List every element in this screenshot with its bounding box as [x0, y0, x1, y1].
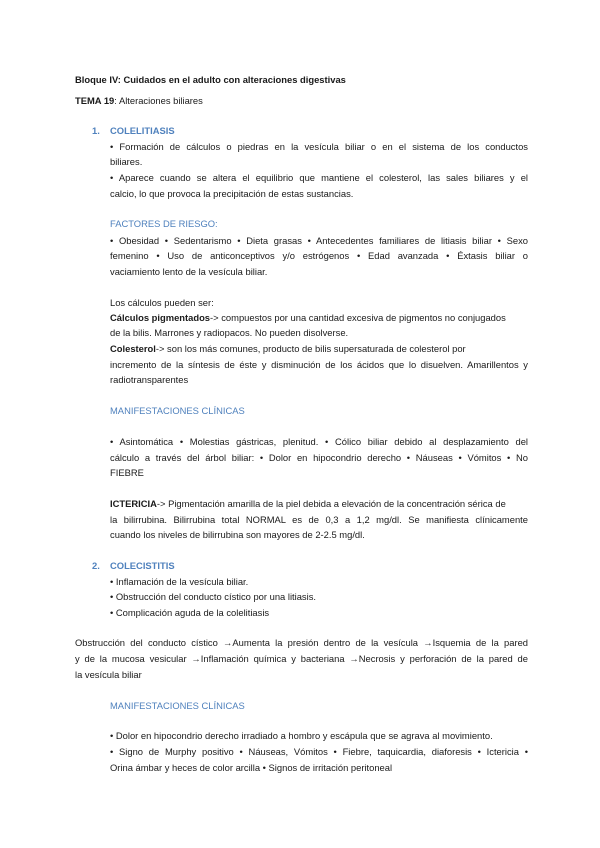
- pigmentados-line-2: de la bilis. Marrones y radiopacos. No pueden disolverse.: [110, 327, 349, 338]
- ictericia-line-3: cuando los niveles de bilirrubina son mayores de 2-2.5 mg/dl.: [110, 529, 365, 540]
- s1-manif-heading: MANIFESTACIONES CLÍNICAS: [110, 405, 245, 416]
- ictericia-line-1: [110, 498, 506, 510]
- s2-manif-line-3: Orina ámbar y heces de color arcilla • Signos de irritación peritoneal: [110, 762, 393, 773]
- s1-manif-line-2: cálculo a través del árbol biliar: • Dolor en hipocondrio derecho • Náuseas • Vómitos • No: [110, 452, 528, 463]
- s2-paragraph-line-1: Obstrucción del conducto cístico →Aumenta la presión dentro de la vesícula →Isquemia de la pared: [75, 637, 528, 648]
- s2-paragraph-line-2: y de la mucosa vesicular →Inflamación química y bacteriana →Necrosis y perforación de la pared de: [75, 653, 528, 664]
- tema-label: TEMA 19: [75, 95, 115, 106]
- tema-rest: : Alteraciones biliares: [114, 95, 203, 106]
- s1-line-1: • Formación de cálculos o piedras en la vesícula biliar o en el sistema de los conductos: [110, 141, 528, 152]
- s2-paragraph-line-3: la vesícula biliar: [75, 669, 142, 680]
- s2-item-2: • Obstrucción del conducto cístico por una litiasis.: [110, 591, 316, 602]
- factores-line-1: • Obesidad • Sedentarismo • Dieta grasas • Antecedentes familiares de litiasis biliar • Sexo: [110, 235, 528, 246]
- factores-heading: FACTORES DE RIESGO:: [110, 218, 218, 229]
- colesterol-line-2: incremento de la síntesis de éste y disminución de los ácidos que lo disuelven. Amarillentos y: [110, 359, 528, 370]
- colesterol-line-3: radiotransparentes: [110, 374, 189, 385]
- colesterol-line-1: [110, 343, 466, 355]
- section-2-heading: COLECISTITIS: [110, 560, 175, 571]
- s1-manif-line-3: FIEBRE: [110, 467, 144, 478]
- pigmentados-label: Cálculos pigmentados: [110, 312, 211, 323]
- factores-line-3: vaciamiento lento de la vesícula biliar.: [110, 266, 268, 277]
- pigmentados-line-1: [110, 312, 506, 324]
- s2-manif-heading: MANIFESTACIONES CLÍNICAS: [110, 700, 245, 711]
- s2-manif-line-2: • Signo de Murphy positivo • Náuseas, Vómitos • Fiebre, taquicardia, diaforesis • Ictericia •: [110, 746, 528, 757]
- s2-manif-line-1: • Dolor en hipocondrio derecho irradiado a hombro y escápula que se agrava al movimiento.: [110, 730, 493, 741]
- factores-line-2: femenino • Uso de anticonceptivos y/o estrógenos • Edad avanzada • Éxtasis biliar o: [110, 250, 528, 261]
- s1-line-4: calcio, lo que provoca la precipitación de estas sustancias.: [110, 188, 354, 199]
- section-1-number: 1.: [92, 125, 100, 136]
- colesterol-text: -> son los más comunes, producto de bilis supersaturada de colesterol por: [155, 343, 466, 354]
- s1-line-3: • Aparece cuando se altera el equilibrio que mantiene el colesterol, las sales biliares y el: [110, 172, 528, 183]
- s1-line-2: biliares.: [110, 156, 143, 167]
- ictericia-text: -> Pigmentación amarilla de la piel debida a elevación de la concentración sérica de: [156, 498, 506, 509]
- pigmentados-text: -> compuestos por una cantidad excesiva de pigmentos no conjugados: [210, 312, 506, 323]
- section-1-heading: COLELITIASIS: [110, 125, 175, 136]
- ictericia-line-2: la bilirrubina. Bilirrubina total NORMAL es de 0,3 a 1,2 mg/dl. Se manifiesta clínicamente: [110, 514, 528, 525]
- bloque-title: Bloque IV: Cuidados en el adulto con alteraciones digestivas: [75, 74, 346, 85]
- colesterol-label: Colesterol: [110, 343, 156, 354]
- section-2-number: 2.: [92, 560, 100, 571]
- tema-title: [75, 95, 203, 107]
- s2-item-3: • Complicación aguda de la colelitiasis: [110, 607, 270, 618]
- ictericia-label: ICTERICIA: [110, 498, 157, 509]
- s2-item-1: • Inflamación de la vesícula biliar.: [110, 576, 249, 587]
- calculos-intro: Los cálculos pueden ser:: [110, 297, 214, 308]
- s1-manif-line-1: • Asintomática • Molestias gástricas, plenitud. • Cólico biliar debido al desplazamiento del: [110, 436, 528, 447]
